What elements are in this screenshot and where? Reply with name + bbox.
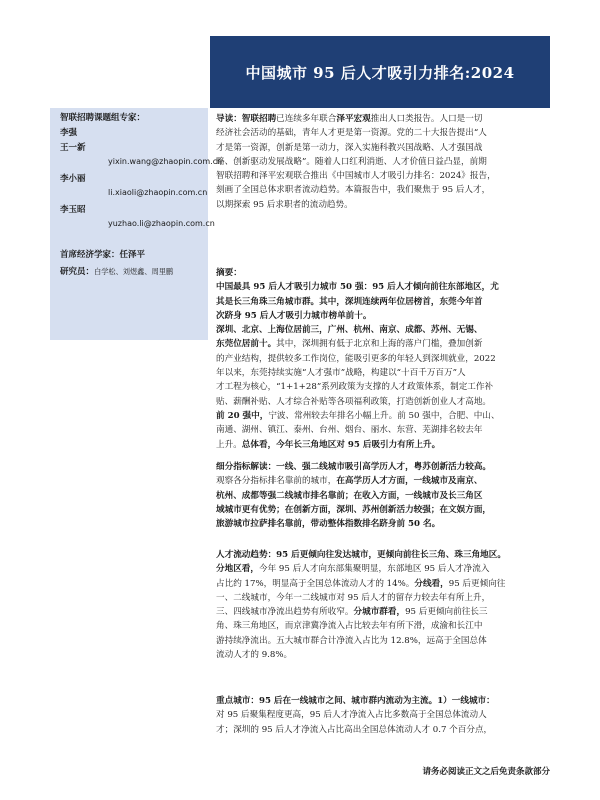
flow-line: 一、二线城市，今年一二线城市对 95 后人才的留存力较去年有所上升， bbox=[216, 592, 491, 603]
flow-line: 游持续净流出。五大城市群合计净流入占比为 12.8%，远高于全国总体 bbox=[216, 635, 487, 646]
author-email[interactable]: yixin.wang@zhaopin.com.cn bbox=[108, 157, 223, 166]
intro-line: 才是第一资源，创新是第一动力，深入实施科教兴国战略、人才强国战 bbox=[216, 142, 483, 153]
intro-paragraph bbox=[216, 112, 552, 212]
report-title: 中国城市 95 后人才吸引力排名:2024 bbox=[245, 64, 515, 82]
sidebar-authors bbox=[50, 108, 223, 340]
summary-line: 上升。总体看，今年长三角地区对 95 后吸引力有所上升。 bbox=[216, 439, 441, 450]
focus-line: 重点城市：95 后在一线城市之间、城市群内流动为主流。1）一线城市： bbox=[216, 696, 495, 706]
flow-line: 角、珠三角地区，而京津冀净流入占比较去年有所下滑，成渝和长江中 bbox=[216, 621, 483, 632]
author-name: 李小丽 bbox=[60, 174, 86, 184]
summary-title: 摘要： bbox=[216, 268, 242, 278]
summary-line: 东莞位居前十。其中，深圳拥有低于北京和上海的落户门槛，叠加创新 bbox=[216, 339, 483, 350]
indicator-line: 旅游城市拉萨排名靠前，带动整体指数排名跻身前 50 名。 bbox=[216, 519, 441, 530]
intro-line: 略、创新驱动发展战略”。随着人口红利消逝、人才价值日益凸显，前期 bbox=[216, 156, 487, 167]
summary-line: 才工程为核心，“1+1+28”系列政策为支撑的人才政策体系，制定工作补 bbox=[216, 382, 494, 393]
summary-line: 深圳、北京、上海位居前三，广州、杭州、南京、成都、苏州、无锡、 bbox=[216, 325, 483, 336]
focus-line: 对 95 后聚集程度更高，95 后人才净流入占比多数高于全国总体流动人 bbox=[216, 710, 487, 721]
report-header bbox=[210, 36, 550, 108]
summary-line: 次跻身 95 后人才吸引力城市榜单前十。 bbox=[216, 310, 372, 321]
focus-line: 才；深圳的 95 后人才净流入占比高出全国总体流动人才 0.7 个百分点， bbox=[216, 724, 493, 735]
indicator-line: 杭州、成都等强二线城市排名靠前；在收入方面，一线城市及长三角区 bbox=[216, 490, 483, 501]
intro-line: 经济社会活动的基础，青年人才更是第一资源。党的二十大报告提出“人 bbox=[216, 128, 487, 139]
summary-section bbox=[216, 266, 552, 452]
chief-name: 任泽平 bbox=[119, 250, 146, 260]
flow-line: 三、四线城市净流出趋势有所收窄。分城市群看，95 后更倾向前往长三 bbox=[216, 607, 488, 618]
intro-line: 导读：智联招聘已连续多年联合泽平宏观推出人口类报告。人口是一切 bbox=[216, 114, 483, 124]
chief-economist bbox=[60, 248, 145, 260]
author-name: 李玉昭 bbox=[60, 205, 86, 215]
summary-line: 中国最具 95 后人才吸引力城市 50 强：95 后人才倾向前往东部地区，尤 bbox=[216, 282, 499, 293]
team-title: 智联招聘课题组专家： bbox=[60, 113, 146, 123]
summary-line: 的产业结构，提供较多工作岗位，能吸引更多的年轻人到深圳就业，2022 bbox=[216, 353, 496, 364]
flow-section bbox=[216, 548, 552, 662]
researchers bbox=[60, 265, 173, 277]
flow-line: 人才流动趋势：95 后更倾向往发达城市，更倾向前往长三角、珠三角地区。 bbox=[216, 550, 506, 560]
researcher-label: 研究员： bbox=[60, 267, 95, 277]
chief-label: 首席经济学家： bbox=[60, 250, 120, 260]
author-email[interactable]: li.xiaoli@zhaopin.com.cn bbox=[108, 188, 208, 197]
indicator-section bbox=[216, 460, 552, 531]
intro-line: 智联招聘和泽平宏观联合推出《中国城市人才吸引力排名：2024》报告， bbox=[216, 171, 496, 182]
researcher-names: 白学松、刘煜鑫、周里鹏 bbox=[94, 267, 174, 276]
intro-line: 以期探索 95 后求职者的流动趋势。 bbox=[216, 199, 353, 210]
summary-line: 南通、湖州、镇江、泰州、台州、烟台、丽水、东营、芜湖排名较去年 bbox=[216, 425, 483, 436]
summary-line: 年以来，东莞持续实施“人才强市”战略，构建以“十百千万百万”人 bbox=[216, 368, 466, 379]
indicator-line: 域城市更有优势；在创新方面，深圳、苏州创新活力较强；在文娱方面， bbox=[216, 504, 492, 515]
intro-line: 刻画了全国总体求职者流动趋势。本篇报告中，我们聚焦于 95 后人才， bbox=[216, 185, 491, 196]
summary-line: 其是长三角珠三角城市群。其中，深圳连续两年位居榜首，东莞今年首 bbox=[216, 296, 483, 307]
author-email[interactable]: yuzhao.li@zhaopin.com.cn bbox=[108, 219, 215, 228]
focus-section bbox=[216, 694, 552, 737]
author-name: 李强 bbox=[60, 128, 78, 138]
indicator-line: 观察各分指标排名靠前的城市，在高学历人才方面，一线城市及南京、 bbox=[216, 476, 483, 487]
summary-line: 贴、薪酬补贴、人才综合补贴等各项福利政策，打造创新创业人才高地。 bbox=[216, 396, 492, 407]
flow-line: 占比约 17%，明显高于全国总体流动人才的 14%。分线看，95 后更倾向往 bbox=[216, 578, 506, 589]
author-name: 王一新 bbox=[60, 143, 86, 153]
indicator-line: 细分指标解读：一线、强二线城市吸引高学历人才，粤苏创新活力较高。 bbox=[216, 462, 492, 472]
summary-line: 前 20 强中，宁波、常州较去年排名小幅上升。前 50 强中，合肥、中山、 bbox=[216, 410, 500, 421]
disclaimer-footer: 请务必阅读正文之后免责条款部分 bbox=[422, 767, 550, 777]
flow-line: 流动人才的 9.8%。 bbox=[216, 650, 293, 661]
flow-line: 分地区看，今年 95 后人才向东部集聚明显，东部地区 95 后人才净流入 bbox=[216, 564, 490, 575]
